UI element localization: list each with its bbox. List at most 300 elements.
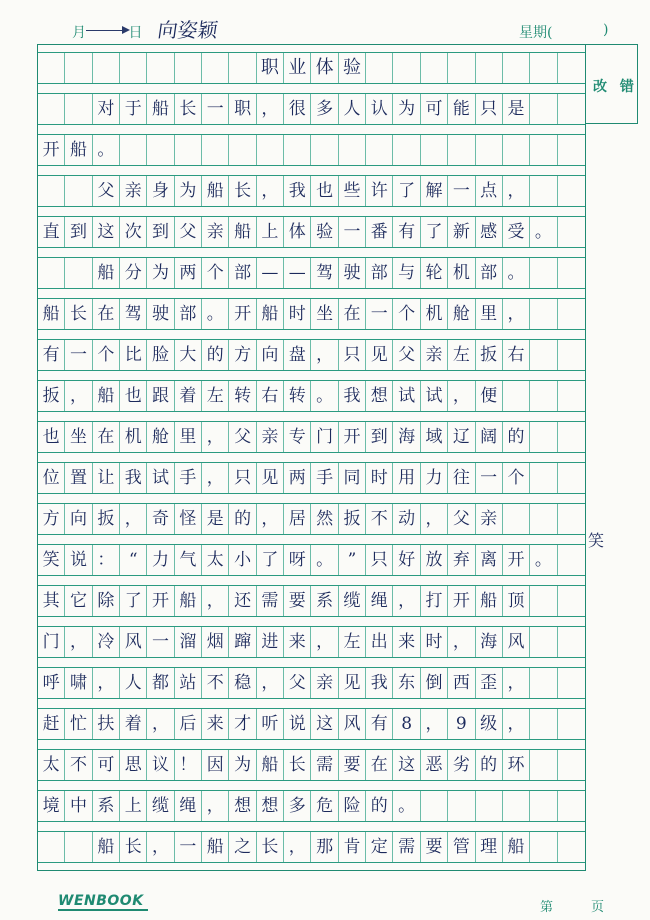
grid-cell: 有 [393, 217, 420, 247]
grid-cell: 扶 [93, 709, 120, 739]
grid-cell: ！ [175, 750, 202, 780]
grid-cell [503, 53, 530, 83]
grid-cell: 机 [120, 422, 147, 452]
grid-cell: ， [284, 832, 311, 862]
essay-line [38, 462, 585, 494]
grid-cell: 需 [257, 586, 284, 616]
grid-cell: 体 [284, 217, 311, 247]
grid-cell: 也 [311, 176, 338, 206]
grid-cell [421, 135, 448, 165]
grid-cell: 绳 [175, 791, 202, 821]
grid-cell [530, 258, 557, 288]
grid-cell: 开 [229, 299, 256, 329]
grid-cell: 理 [476, 832, 503, 862]
grid-cell: 。 [530, 545, 557, 575]
grid-cell: 这 [393, 750, 420, 780]
grid-cell [175, 135, 202, 165]
grid-cell: 了 [120, 586, 147, 616]
grid-cell [530, 381, 557, 411]
grid-cell: 议 [147, 750, 174, 780]
grid-cell: 因 [202, 750, 229, 780]
grid-cell: 上 [120, 791, 147, 821]
grid-cell [558, 135, 585, 165]
grid-cell: 时 [421, 627, 448, 657]
essay-line [38, 831, 585, 863]
grid-cell: 受 [503, 217, 530, 247]
grid-cell: 感 [476, 217, 503, 247]
grid-cell: 级 [476, 709, 503, 739]
grid-cell: ， [65, 381, 92, 411]
page-label-left: 第 [540, 900, 554, 915]
grid-cell: ， [147, 709, 174, 739]
grid-cell: 部 [175, 299, 202, 329]
grid-cell: 向 [257, 340, 284, 370]
grid-cell: — [284, 258, 311, 288]
grid-cell [38, 53, 65, 83]
grid-cell: 置 [65, 463, 92, 493]
weekday-close: ) [603, 22, 609, 38]
grid-cell: 。 [202, 299, 229, 329]
grid-cell: 亲 [202, 217, 229, 247]
grid-cell: 船 [93, 258, 120, 288]
grid-cell: ， [448, 627, 475, 657]
grid-cell [530, 791, 557, 821]
grid-cell: 大 [175, 340, 202, 370]
grid-cell [366, 135, 393, 165]
grid-cell: 往 [448, 463, 475, 493]
grid-cell: 个 [202, 258, 229, 288]
grid-cell: 歪 [476, 668, 503, 698]
grid-cell: 跟 [147, 381, 174, 411]
grid-cell: 一 [202, 94, 229, 124]
grid-cell: 里 [476, 299, 503, 329]
grid-cell: 驶 [339, 258, 366, 288]
grid-cell: 父 [175, 217, 202, 247]
grid-cell: 为 [393, 94, 420, 124]
grid-cell: 船 [257, 750, 284, 780]
grid-cell: 境 [38, 791, 65, 821]
grid-cell: 个 [503, 463, 530, 493]
grid-cell: 的 [229, 504, 256, 534]
grid-cell [147, 53, 174, 83]
grid-cell: 扳 [38, 381, 65, 411]
grid-cell: 为 [147, 258, 174, 288]
grid-cell [65, 258, 92, 288]
grid-cell: 番 [366, 217, 393, 247]
grid-cell: 的 [503, 422, 530, 452]
grid-cell [120, 53, 147, 83]
grid-cell: 右 [503, 340, 530, 370]
grid-cell: 比 [120, 340, 147, 370]
essay-line [38, 544, 585, 576]
grid-cell: 亲 [120, 176, 147, 206]
grid-cell: 的 [366, 791, 393, 821]
grid-cell: 转 [284, 381, 311, 411]
grid-cell [558, 381, 585, 411]
grid-cell [120, 135, 147, 165]
grid-cell: 只 [339, 340, 366, 370]
grid-cell: ， [503, 709, 530, 739]
grid-cell: 向 [65, 504, 92, 534]
grid-cell [229, 135, 256, 165]
grid-cell: 。 [530, 217, 557, 247]
grid-cell: 有 [366, 709, 393, 739]
grid-cell: 是 [202, 504, 229, 534]
grid-cell [530, 750, 557, 780]
grid-cell: 东 [393, 668, 420, 698]
grid-cell: 要 [339, 750, 366, 780]
grid-cell: 倒 [421, 668, 448, 698]
grid-cell: 于 [120, 94, 147, 124]
grid-cell: 在 [93, 422, 120, 452]
grid-cell [503, 381, 530, 411]
grid-cell: 缆 [147, 791, 174, 821]
grid-cell [558, 340, 585, 370]
grid-cell: 绳 [366, 586, 393, 616]
essay-line [38, 503, 585, 535]
grid-cell: ， [257, 668, 284, 698]
grid-cell: 用 [393, 463, 420, 493]
grid-cell: 舱 [147, 422, 174, 452]
grid-cell: ， [503, 299, 530, 329]
grid-cell [558, 668, 585, 698]
grid-cell: 父 [448, 504, 475, 534]
grid-cell: 为 [229, 750, 256, 780]
grid-cell: 听 [257, 709, 284, 739]
grid-cell [530, 668, 557, 698]
grid-cell: 力 [421, 463, 448, 493]
grid-cell: 多 [311, 94, 338, 124]
grid-cell [558, 791, 585, 821]
grid-cell: 放 [421, 545, 448, 575]
grid-cell [558, 504, 585, 534]
grid-cell: 也 [120, 381, 147, 411]
grid-cell: 一 [476, 463, 503, 493]
grid-cell: 9 [448, 709, 475, 739]
grid-cell: 扳 [93, 504, 120, 534]
grid-cell: 后 [175, 709, 202, 739]
grid-cell: 试 [393, 381, 420, 411]
grid-cell [530, 627, 557, 657]
grid-cell [503, 504, 530, 534]
grid-cell: 船 [65, 135, 92, 165]
grid-cell [558, 586, 585, 616]
grid-cell: 次 [120, 217, 147, 247]
grid-cell: 。 [93, 135, 120, 165]
grid-cell: 了 [257, 545, 284, 575]
grid-cell: 可 [421, 94, 448, 124]
grid-cell: 小 [229, 545, 256, 575]
grid-cell [503, 135, 530, 165]
grid-cell: 船 [476, 586, 503, 616]
grid-cell: 人 [339, 94, 366, 124]
grid-cell: 亲 [421, 340, 448, 370]
grid-cell: — [257, 258, 284, 288]
grid-cell [558, 832, 585, 862]
grid-cell: 缆 [339, 586, 366, 616]
grid-cell: 点 [476, 176, 503, 206]
grid-cell: 要 [421, 832, 448, 862]
grid-cell: 一 [339, 217, 366, 247]
grid-cell: 只 [366, 545, 393, 575]
grid-cell: 居 [284, 504, 311, 534]
grid-cell: 部 [229, 258, 256, 288]
grid-cell: 在 [366, 750, 393, 780]
grid-cell: ， [202, 586, 229, 616]
grid-cell: 部 [476, 258, 503, 288]
grid-cell: 船 [202, 176, 229, 206]
grid-cell: 除 [93, 586, 120, 616]
grid-cell: 父 [284, 668, 311, 698]
grid-cell [366, 53, 393, 83]
grid-cell: 我 [284, 176, 311, 206]
grid-cell: 扳 [339, 504, 366, 534]
grid-cell: 坐 [65, 422, 92, 452]
grid-cell: 顶 [503, 586, 530, 616]
grid-cell: 见 [257, 463, 284, 493]
page-number [540, 896, 604, 915]
grid-cell [38, 94, 65, 124]
grid-cell: ， [202, 422, 229, 452]
grid-cell: 新 [448, 217, 475, 247]
grid-cell [530, 832, 557, 862]
grid-cell: 可 [93, 750, 120, 780]
grid-cell: 船 [229, 217, 256, 247]
grid-cell [530, 422, 557, 452]
grid-cell: 我 [120, 463, 147, 493]
grid-cell: 需 [311, 750, 338, 780]
grid-cell: 船 [503, 832, 530, 862]
header-date [72, 22, 142, 42]
grid-cell: 分 [120, 258, 147, 288]
grid-cell [558, 709, 585, 739]
grid-cell: 风 [503, 627, 530, 657]
grid-cell: 身 [147, 176, 174, 206]
grid-cell: 域 [421, 422, 448, 452]
grid-cell: 两 [284, 463, 311, 493]
grid-cell: 扳 [476, 340, 503, 370]
grid-cell: 。 [311, 381, 338, 411]
grid-cell [558, 299, 585, 329]
grid-cell [530, 504, 557, 534]
grid-cell: ， [147, 832, 174, 862]
grid-cell [448, 53, 475, 83]
grid-cell: 手 [175, 463, 202, 493]
grid-cell: 。 [393, 791, 420, 821]
grid-cell: 转 [229, 381, 256, 411]
grid-cell: 需 [393, 832, 420, 862]
grid-cell: 长 [257, 832, 284, 862]
grid-cell: 了 [421, 217, 448, 247]
grid-cell: 环 [503, 750, 530, 780]
grid-cell: 见 [366, 340, 393, 370]
grid-cell: 见 [339, 668, 366, 698]
grid-cell: 是 [503, 94, 530, 124]
grid-cell: 我 [366, 668, 393, 698]
grid-cell: 脸 [147, 340, 174, 370]
grid-cell: 舱 [448, 299, 475, 329]
grid-cell: “ [120, 545, 147, 575]
grid-cell: 许 [366, 176, 393, 206]
grid-cell: 之 [229, 832, 256, 862]
grid-cell: 溜 [175, 627, 202, 657]
grid-cell [202, 53, 229, 83]
essay-line [38, 216, 585, 248]
grid-cell: 都 [147, 668, 174, 698]
grid-cell: 长 [65, 299, 92, 329]
grid-cell: 蹿 [229, 627, 256, 657]
weekday-label: 星期( [519, 25, 553, 41]
grid-cell [448, 791, 475, 821]
grid-cell: 不 [202, 668, 229, 698]
grid-cell: 烟 [202, 627, 229, 657]
grid-cell: 西 [448, 668, 475, 698]
essay-line [38, 667, 585, 699]
grid-cell: 驾 [311, 258, 338, 288]
grid-cell: 来 [393, 627, 420, 657]
grid-cell: 开 [339, 422, 366, 452]
grid-cell: 只 [229, 463, 256, 493]
grid-cell: 一 [65, 340, 92, 370]
grid-cell: 到 [147, 217, 174, 247]
essay-line [38, 175, 585, 207]
grid-cell: 我 [339, 381, 366, 411]
grid-cell: 船 [93, 381, 120, 411]
grid-cell: 门 [311, 422, 338, 452]
grid-cell: ， [311, 627, 338, 657]
grid-cell [339, 135, 366, 165]
grid-cell: 中 [65, 791, 92, 821]
grid-cell [65, 94, 92, 124]
grid-cell: 认 [366, 94, 393, 124]
grid-cell [558, 463, 585, 493]
grid-cell: 动 [393, 504, 420, 534]
grid-cell: 船 [93, 832, 120, 862]
grid-cell: 时 [366, 463, 393, 493]
grid-cell: 机 [448, 258, 475, 288]
grid-cell: 父 [229, 422, 256, 452]
correction-label: 改 错 [593, 79, 638, 95]
grid-cell: 左 [202, 381, 229, 411]
grid-cell: ， [202, 463, 229, 493]
grid-cell: 船 [202, 832, 229, 862]
grid-cell: 两 [175, 258, 202, 288]
grid-cell [421, 53, 448, 83]
grid-cell: 那 [311, 832, 338, 862]
grid-cell: 着 [175, 381, 202, 411]
grid-cell: 才 [229, 709, 256, 739]
day-label: 日 [128, 25, 143, 41]
grid-cell: 还 [229, 586, 256, 616]
grid-cell: 开 [147, 586, 174, 616]
grid-cell: ” [339, 545, 366, 575]
grid-cell: 其 [38, 586, 65, 616]
grid-cell: 个 [93, 340, 120, 370]
grid-cell [448, 135, 475, 165]
grid-cell: 想 [229, 791, 256, 821]
grid-cell: 太 [38, 750, 65, 780]
grid-cell [393, 135, 420, 165]
grid-cell: ， [503, 668, 530, 698]
grid-cell [558, 94, 585, 124]
grid-cell: 风 [339, 709, 366, 739]
grid-cell: 解 [421, 176, 448, 206]
grid-cell: 长 [284, 750, 311, 780]
grid-cell: 体 [311, 53, 338, 83]
grid-cell: 打 [421, 586, 448, 616]
grid-cell: 了 [393, 176, 420, 206]
grid-cell [530, 135, 557, 165]
grid-cell: 便 [476, 381, 503, 411]
grid-cell: 轮 [421, 258, 448, 288]
essay-line [38, 790, 585, 822]
grid-cell [311, 135, 338, 165]
grid-cell: 也 [38, 422, 65, 452]
grid-cell: 亲 [311, 668, 338, 698]
grid-cell: 手 [311, 463, 338, 493]
grid-cell: 的 [476, 750, 503, 780]
grid-cell: 亲 [257, 422, 284, 452]
grid-cell [38, 258, 65, 288]
grid-cell: 方 [229, 340, 256, 370]
grid-cell: 到 [65, 217, 92, 247]
grid-cell: 右 [257, 381, 284, 411]
grid-cell: 验 [339, 53, 366, 83]
grid-cell: 职 [257, 53, 284, 83]
grid-cell [229, 53, 256, 83]
grid-cell [558, 545, 585, 575]
grid-cell: 部 [366, 258, 393, 288]
grid-cell: 系 [93, 791, 120, 821]
grid-cell: 在 [339, 299, 366, 329]
grid-cell: 笑 [38, 545, 65, 575]
grid-cell [38, 176, 65, 206]
grid-cell: ， [93, 668, 120, 698]
grid-cell [558, 53, 585, 83]
grid-cell: 些 [339, 176, 366, 206]
grid-cell [530, 94, 557, 124]
grid-cell: 站 [175, 668, 202, 698]
grid-cell: 然 [311, 504, 338, 534]
grid-cell: 为 [175, 176, 202, 206]
grid-cell: 肯 [339, 832, 366, 862]
arrow-icon [86, 30, 128, 31]
grid-cell: 劣 [448, 750, 475, 780]
grid-cell [202, 135, 229, 165]
grid-cell [476, 53, 503, 83]
essay-line [38, 585, 585, 617]
month-label: 月 [72, 25, 86, 41]
grid-cell: 时 [284, 299, 311, 329]
grid-cell: 进 [257, 627, 284, 657]
grid-cell: 冷 [93, 627, 120, 657]
grid-cell: 阔 [476, 422, 503, 452]
grid-cell [257, 135, 284, 165]
grid-cell: 不 [65, 750, 92, 780]
grid-cell: 长 [120, 832, 147, 862]
grid-cell: 上 [257, 217, 284, 247]
grid-cell: 思 [120, 750, 147, 780]
grid-cell: 海 [476, 627, 503, 657]
grid-cell: 稳 [229, 668, 256, 698]
grid-cell: 在 [93, 299, 120, 329]
grid-cell: 8 [393, 709, 420, 739]
grid-cell: 驾 [120, 299, 147, 329]
grid-cell: 一 [366, 299, 393, 329]
grid-cell: 人 [120, 668, 147, 698]
grid-cell: 气 [175, 545, 202, 575]
grid-cell [476, 135, 503, 165]
